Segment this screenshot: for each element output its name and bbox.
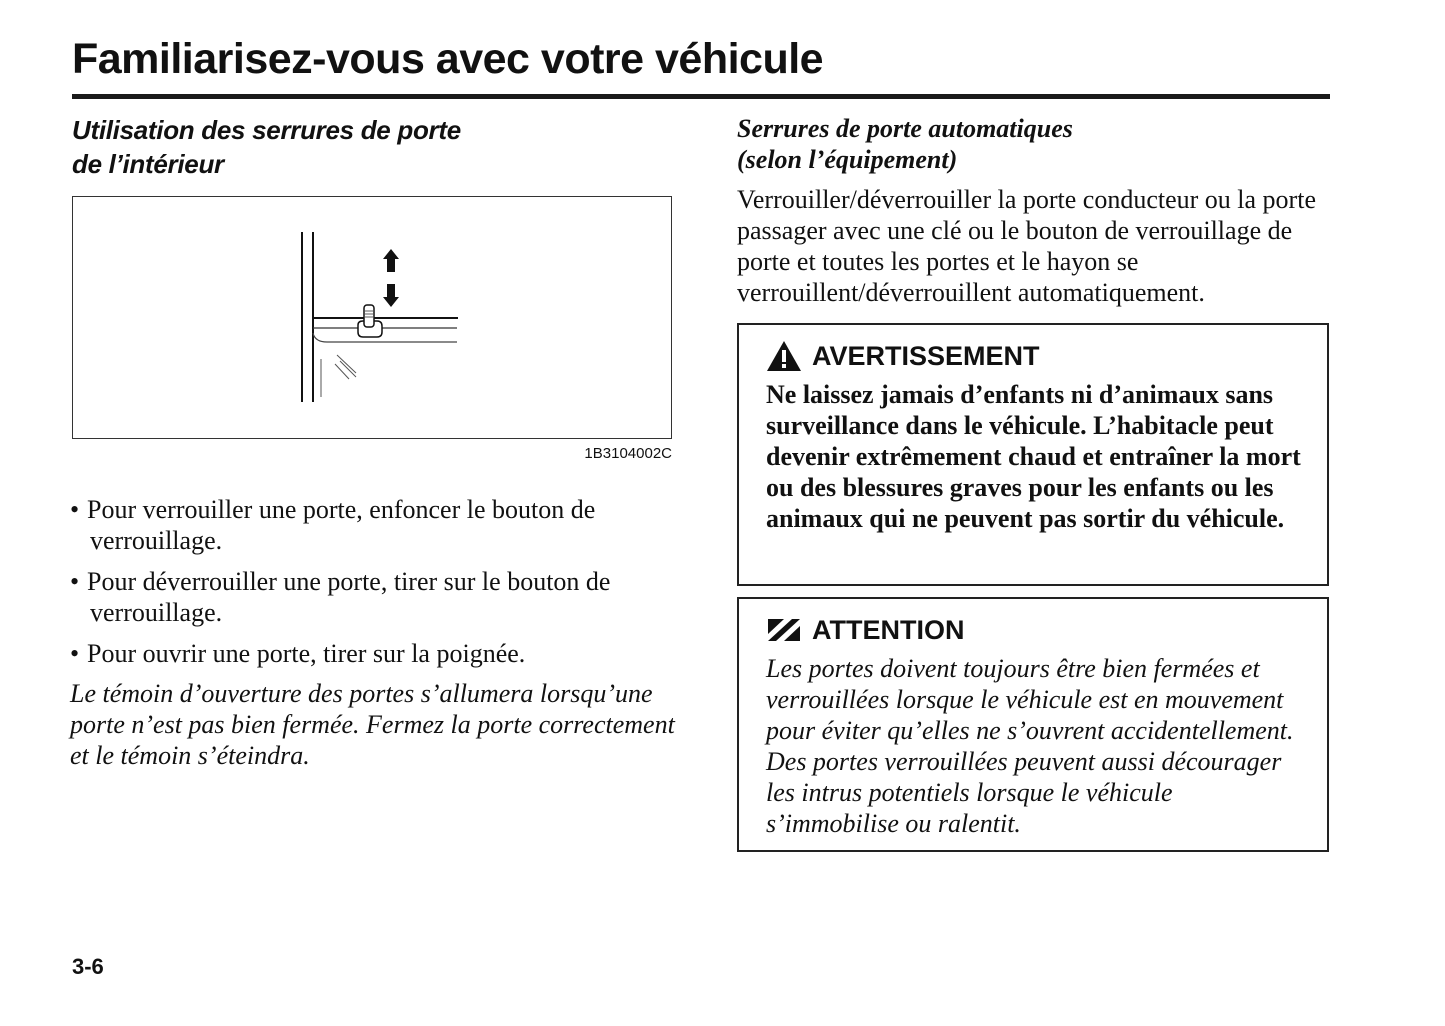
warning-text: Ne laissez jamais d’enfants ni d’animaux sans surveillance dans le véhicule. L’habitacle peut devenir extrêmement chaud et entraîner la mort ou des blessures graves pour les enfants ou les animaux qui ne peuvent pas sortir du véhicule. bbox=[766, 380, 1301, 533]
list-item-text: Pour verrouiller une porte, enfoncer le bouton de verrouillage. bbox=[87, 495, 596, 555]
list-item bbox=[70, 494, 690, 556]
arrow-down-icon bbox=[383, 284, 399, 307]
glass-hatch bbox=[335, 364, 349, 379]
warning-box bbox=[737, 323, 1329, 586]
glass-hatch bbox=[337, 355, 356, 373]
heading-line: Serrures de porte automatiques bbox=[737, 114, 1073, 143]
warning-label: AVERTISSEMENT bbox=[812, 341, 1040, 371]
door-sill-curve bbox=[313, 333, 457, 342]
heading-line: (selon l’équipement) bbox=[737, 145, 958, 174]
heading-line: de l’intérieur bbox=[72, 149, 224, 179]
caution-stripes-icon bbox=[766, 617, 802, 643]
list-item-text: Pour déverrouiller une porte, tirer sur le bouton de verrouillage. bbox=[87, 567, 611, 627]
glass-hatch bbox=[340, 361, 356, 377]
bullet-icon: • bbox=[70, 567, 80, 596]
page-number: 3-6 bbox=[72, 954, 104, 979]
heading-line: Utilisation des serrures de porte bbox=[72, 115, 461, 145]
list-item-text: Pour ouvrir une porte, tirer sur la poignée. bbox=[87, 639, 526, 668]
bullet-icon: • bbox=[70, 639, 80, 668]
auto-lock-paragraph: Verrouiller/déverrouiller la porte conducteur ou la porte passager avec une clé ou le bouton de verrouillage de porte et toutes les portes et le hayon se verrouillent/déverrouillent automatiquement. bbox=[737, 185, 1316, 307]
caution-label: ATTENTION bbox=[812, 615, 965, 645]
page-title: Familiarisez-vous avec votre véhicule bbox=[72, 35, 824, 83]
door-lock-figure bbox=[72, 196, 672, 439]
section-heading-auto-locks bbox=[737, 113, 1073, 175]
list-item bbox=[70, 566, 690, 628]
door-ajar-note: Le témoin d’ouverture des portes s’allumera lorsqu’une porte n’est pas bien fermée. Fermez la porte correctement et le témoin s’éteindra. bbox=[70, 679, 675, 770]
caution-text: Les portes doivent toujours être bien fermées et verrouillées lorsque le véhicule est en mouvement pour éviter qu’elles ne s’ouvrent accidentellement. Des portes verrouillées peuvent aussi décourager les intrus potentiels lorsque le véhicule s’immobilise ou ralentit. bbox=[766, 654, 1294, 838]
title-rule bbox=[72, 94, 1330, 99]
door-lock-illustration bbox=[73, 197, 673, 440]
section-heading-interior-locks bbox=[72, 113, 461, 181]
caution-box bbox=[737, 597, 1329, 852]
instruction-list bbox=[70, 494, 690, 679]
caution-header bbox=[766, 613, 1307, 647]
list-item bbox=[70, 638, 690, 669]
bullet-icon: • bbox=[70, 495, 80, 524]
lock-knob-stem bbox=[364, 305, 374, 327]
warning-header bbox=[766, 339, 1307, 373]
warning-triangle-icon bbox=[766, 340, 802, 372]
figure-caption: 1B3104002C bbox=[584, 445, 672, 462]
arrow-up-icon bbox=[383, 249, 399, 272]
